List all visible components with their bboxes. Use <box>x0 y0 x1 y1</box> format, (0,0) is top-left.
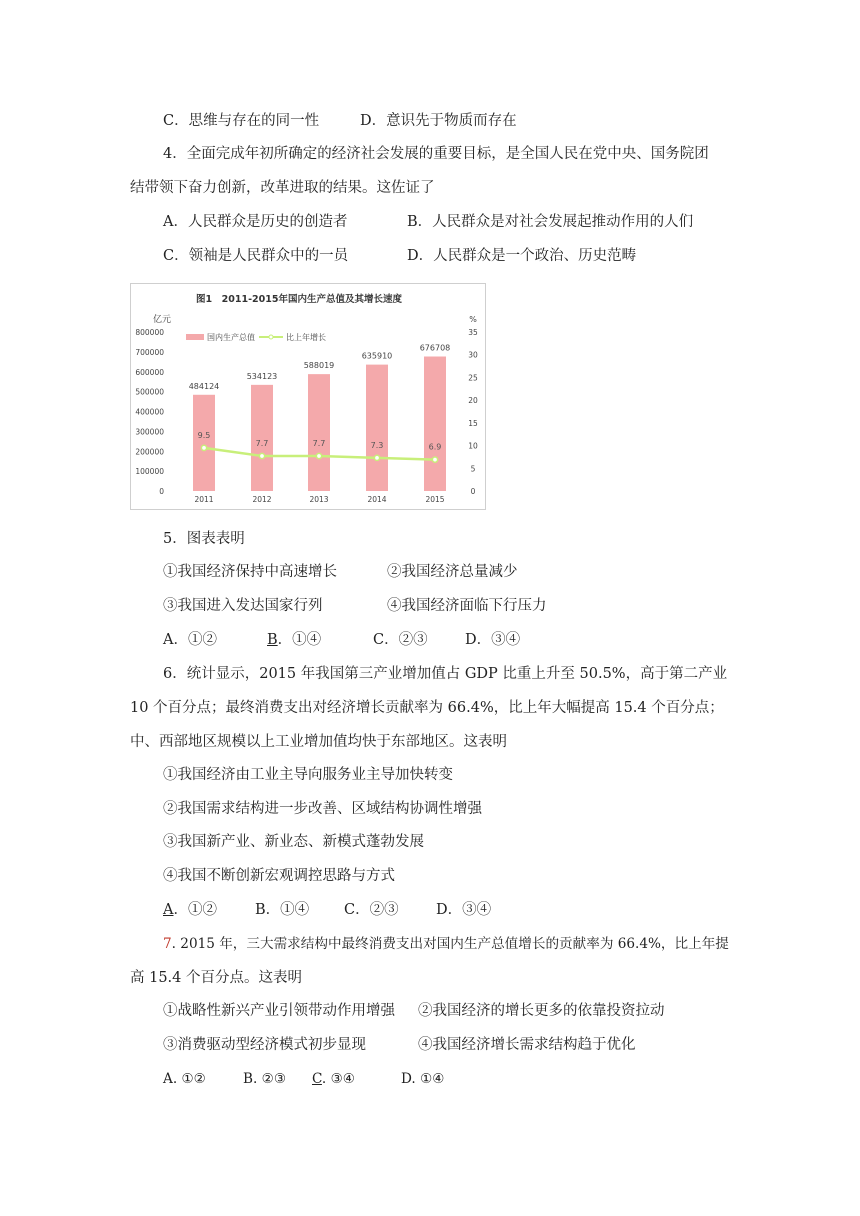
x-axis-tick-label: 2013 <box>309 495 329 504</box>
q7-choice-1: ①战略性新兴产业引领带动作用增强 <box>163 1003 395 1019</box>
left-axis-tick-label: 600000 <box>135 367 164 377</box>
q7-answer-d: D. ①④ <box>401 1071 445 1087</box>
legend-label-growth: 比上年增长 <box>286 333 326 342</box>
legend-label-gdp: 国内生产总值 <box>207 333 255 342</box>
q6-answer-a: A．①② <box>163 902 217 918</box>
q5-choice-1: ①我国经济保持中高速增长 <box>163 564 337 580</box>
q5-answer-b-letter: B <box>267 632 278 648</box>
legend-swatch-gdp <box>186 334 204 340</box>
right-axis-tick-label: 10 <box>468 441 478 451</box>
q5-choice-4: ④我国经济面临下行压力 <box>387 598 547 614</box>
growth-point-2014 <box>374 455 379 460</box>
q7-choice-3: ③消费驱动型经济模式初步显现 <box>163 1037 366 1053</box>
q7-answer-c: C. ③④ <box>312 1071 355 1087</box>
growth-point-2013 <box>316 453 321 458</box>
growth-value-label: 7.3 <box>370 440 384 450</box>
q7-stem-line2: 高 15.4 个百分点。这表明 <box>130 970 303 986</box>
q6-stem-line2: 10 个百分点；最终消费支出对经济增长贡献率为 66.4%，比上年大幅提高 15.4 个百分点； <box>130 700 724 716</box>
q7-answer-c-letter: C <box>312 1071 322 1087</box>
gdp-bar-value-label: 635910 <box>361 351 393 361</box>
q5-choice-3: ③我国进入发达国家行列 <box>163 598 323 614</box>
right-axis-tick-label: 20 <box>468 396 478 406</box>
q6-choice-1: ①我国经济由工业主导向服务业主导加快转变 <box>163 767 453 783</box>
gdp-bar-value-label: 534123 <box>246 371 278 381</box>
q3-option-c: C．思维与存在的同一性 <box>163 113 320 129</box>
right-axis-tick-label: 0 <box>470 487 476 496</box>
q6-choice-2: ②我国需求结构进一步改善、区域结构协调性增强 <box>163 801 482 817</box>
q5-choice-2: ②我国经济总量减少 <box>387 564 518 580</box>
growth-point-2012 <box>259 453 264 458</box>
q6-answer-b: B．①④ <box>255 902 310 918</box>
q5-answer-d: D．③④ <box>465 632 521 648</box>
q6-answer-d: D．③④ <box>436 902 492 918</box>
chart-legend <box>186 332 326 342</box>
left-axis-tick-label: 300000 <box>135 427 164 437</box>
q5-answer-a: A．①② <box>163 632 217 648</box>
gdp-bar-2012 <box>251 385 273 491</box>
left-axis-tick-label: 800000 <box>135 328 164 337</box>
left-axis-tick-label: 100000 <box>135 467 164 477</box>
q4-option-d: D．人民群众是一个政治、历史范畴 <box>407 248 637 264</box>
left-axis-tick-label: 700000 <box>135 347 164 357</box>
left-axis-tick-label: 400000 <box>135 407 164 417</box>
q4-stem-line2: 结带领下奋力创新，改革进取的结果。这佐证了 <box>130 180 435 196</box>
left-axis-tick-label: 200000 <box>135 447 164 457</box>
q4-option-c: C．领袖是人民群众中的一员 <box>163 248 349 264</box>
q7-answer-b: B. ②③ <box>243 1071 287 1087</box>
q7-choice-2: ②我国经济的增长更多的依靠投资拉动 <box>418 1003 665 1019</box>
q5-answer-b: B．①④ <box>267 632 322 648</box>
left-axis-tick-label: 500000 <box>135 387 164 397</box>
left-axis-label: 亿元 <box>153 315 172 325</box>
gdp-bar-value-label: 676708 <box>419 343 451 353</box>
right-axis-tick-label: 25 <box>468 373 478 383</box>
gdp-bar-value-label: 484124 <box>188 381 220 391</box>
gdp-growth-chart <box>130 283 486 510</box>
gdp-bar-value-label: 588019 <box>303 361 335 371</box>
q4-stem-line1: 4．全面完成年初所确定的经济社会发展的重要目标，是全国人民在党中央、国务院团 <box>163 146 709 162</box>
growth-point-2015 <box>432 457 437 462</box>
q6-answer-a-letter: A <box>163 902 174 918</box>
growth-value-label: 6.9 <box>428 442 442 452</box>
q4-option-a: A．人民群众是历史的创造者 <box>163 214 348 230</box>
left-axis-tick-label: 0 <box>159 487 164 496</box>
q7-number: 7 <box>163 936 172 952</box>
gdp-bar-2011 <box>193 395 215 491</box>
q6-stem-line3: 中、西部地区规模以上工业增加值均快于东部地区。这表明 <box>130 734 507 750</box>
q6-choice-3: ③我国新产业、新业态、新模式蓬勃发展 <box>163 834 424 850</box>
x-axis-tick-label: 2014 <box>367 495 387 504</box>
growth-value-label: 9.5 <box>197 430 211 440</box>
q7-choice-4: ④我国经济增长需求结构趋于优化 <box>418 1037 636 1053</box>
right-axis-tick-label: 30 <box>468 350 478 360</box>
right-axis-tick-label: 15 <box>468 418 478 428</box>
growth-value-label: 7.7 <box>312 439 326 449</box>
growth-point-2011 <box>201 445 206 450</box>
legend-marker-growth <box>269 335 273 339</box>
q5-answer-c: C．②③ <box>373 632 428 648</box>
gdp-bar-2015 <box>424 357 446 491</box>
right-axis-tick-label: 35 <box>468 328 478 337</box>
chart-canvas <box>131 284 485 509</box>
q7-stem-line1 <box>163 934 729 954</box>
right-axis-label: % <box>469 315 477 324</box>
q5-stem: 5．图表表明 <box>163 531 245 547</box>
q6-answer-c: C．②③ <box>344 902 399 918</box>
q4-option-b: B．人民群众是对社会发展起推动作用的人们 <box>407 214 694 230</box>
x-axis-tick-label: 2012 <box>252 495 272 504</box>
q7-stem-line1-text: . 2015 年，三大需求结构中最终消费支出对国内生产总值增长的贡献率为 66.4%，比上年提 <box>171 936 729 952</box>
q6-choice-4: ④我国不断创新宏观调控思路与方式 <box>163 868 395 884</box>
gdp-bar-2013 <box>308 374 330 491</box>
x-axis-tick-label: 2011 <box>194 495 214 504</box>
right-axis-tick-label: 5 <box>470 464 476 474</box>
q3-option-d: D．意识先于物质而存在 <box>360 113 517 129</box>
x-axis-tick-label: 2015 <box>425 495 445 504</box>
chart-title: 图1 2011-2015年国内生产总值及其增长速度 <box>196 294 402 305</box>
q7-answer-a: A. ①② <box>163 1071 206 1087</box>
q6-stem-line1: 6．统计显示，2015 年我国第三产业增加值占 GDP 比重上升至 50.5%，高于第二产业 <box>163 666 728 682</box>
gdp-bar-2014 <box>366 365 388 491</box>
growth-value-label: 7.7 <box>255 439 269 449</box>
